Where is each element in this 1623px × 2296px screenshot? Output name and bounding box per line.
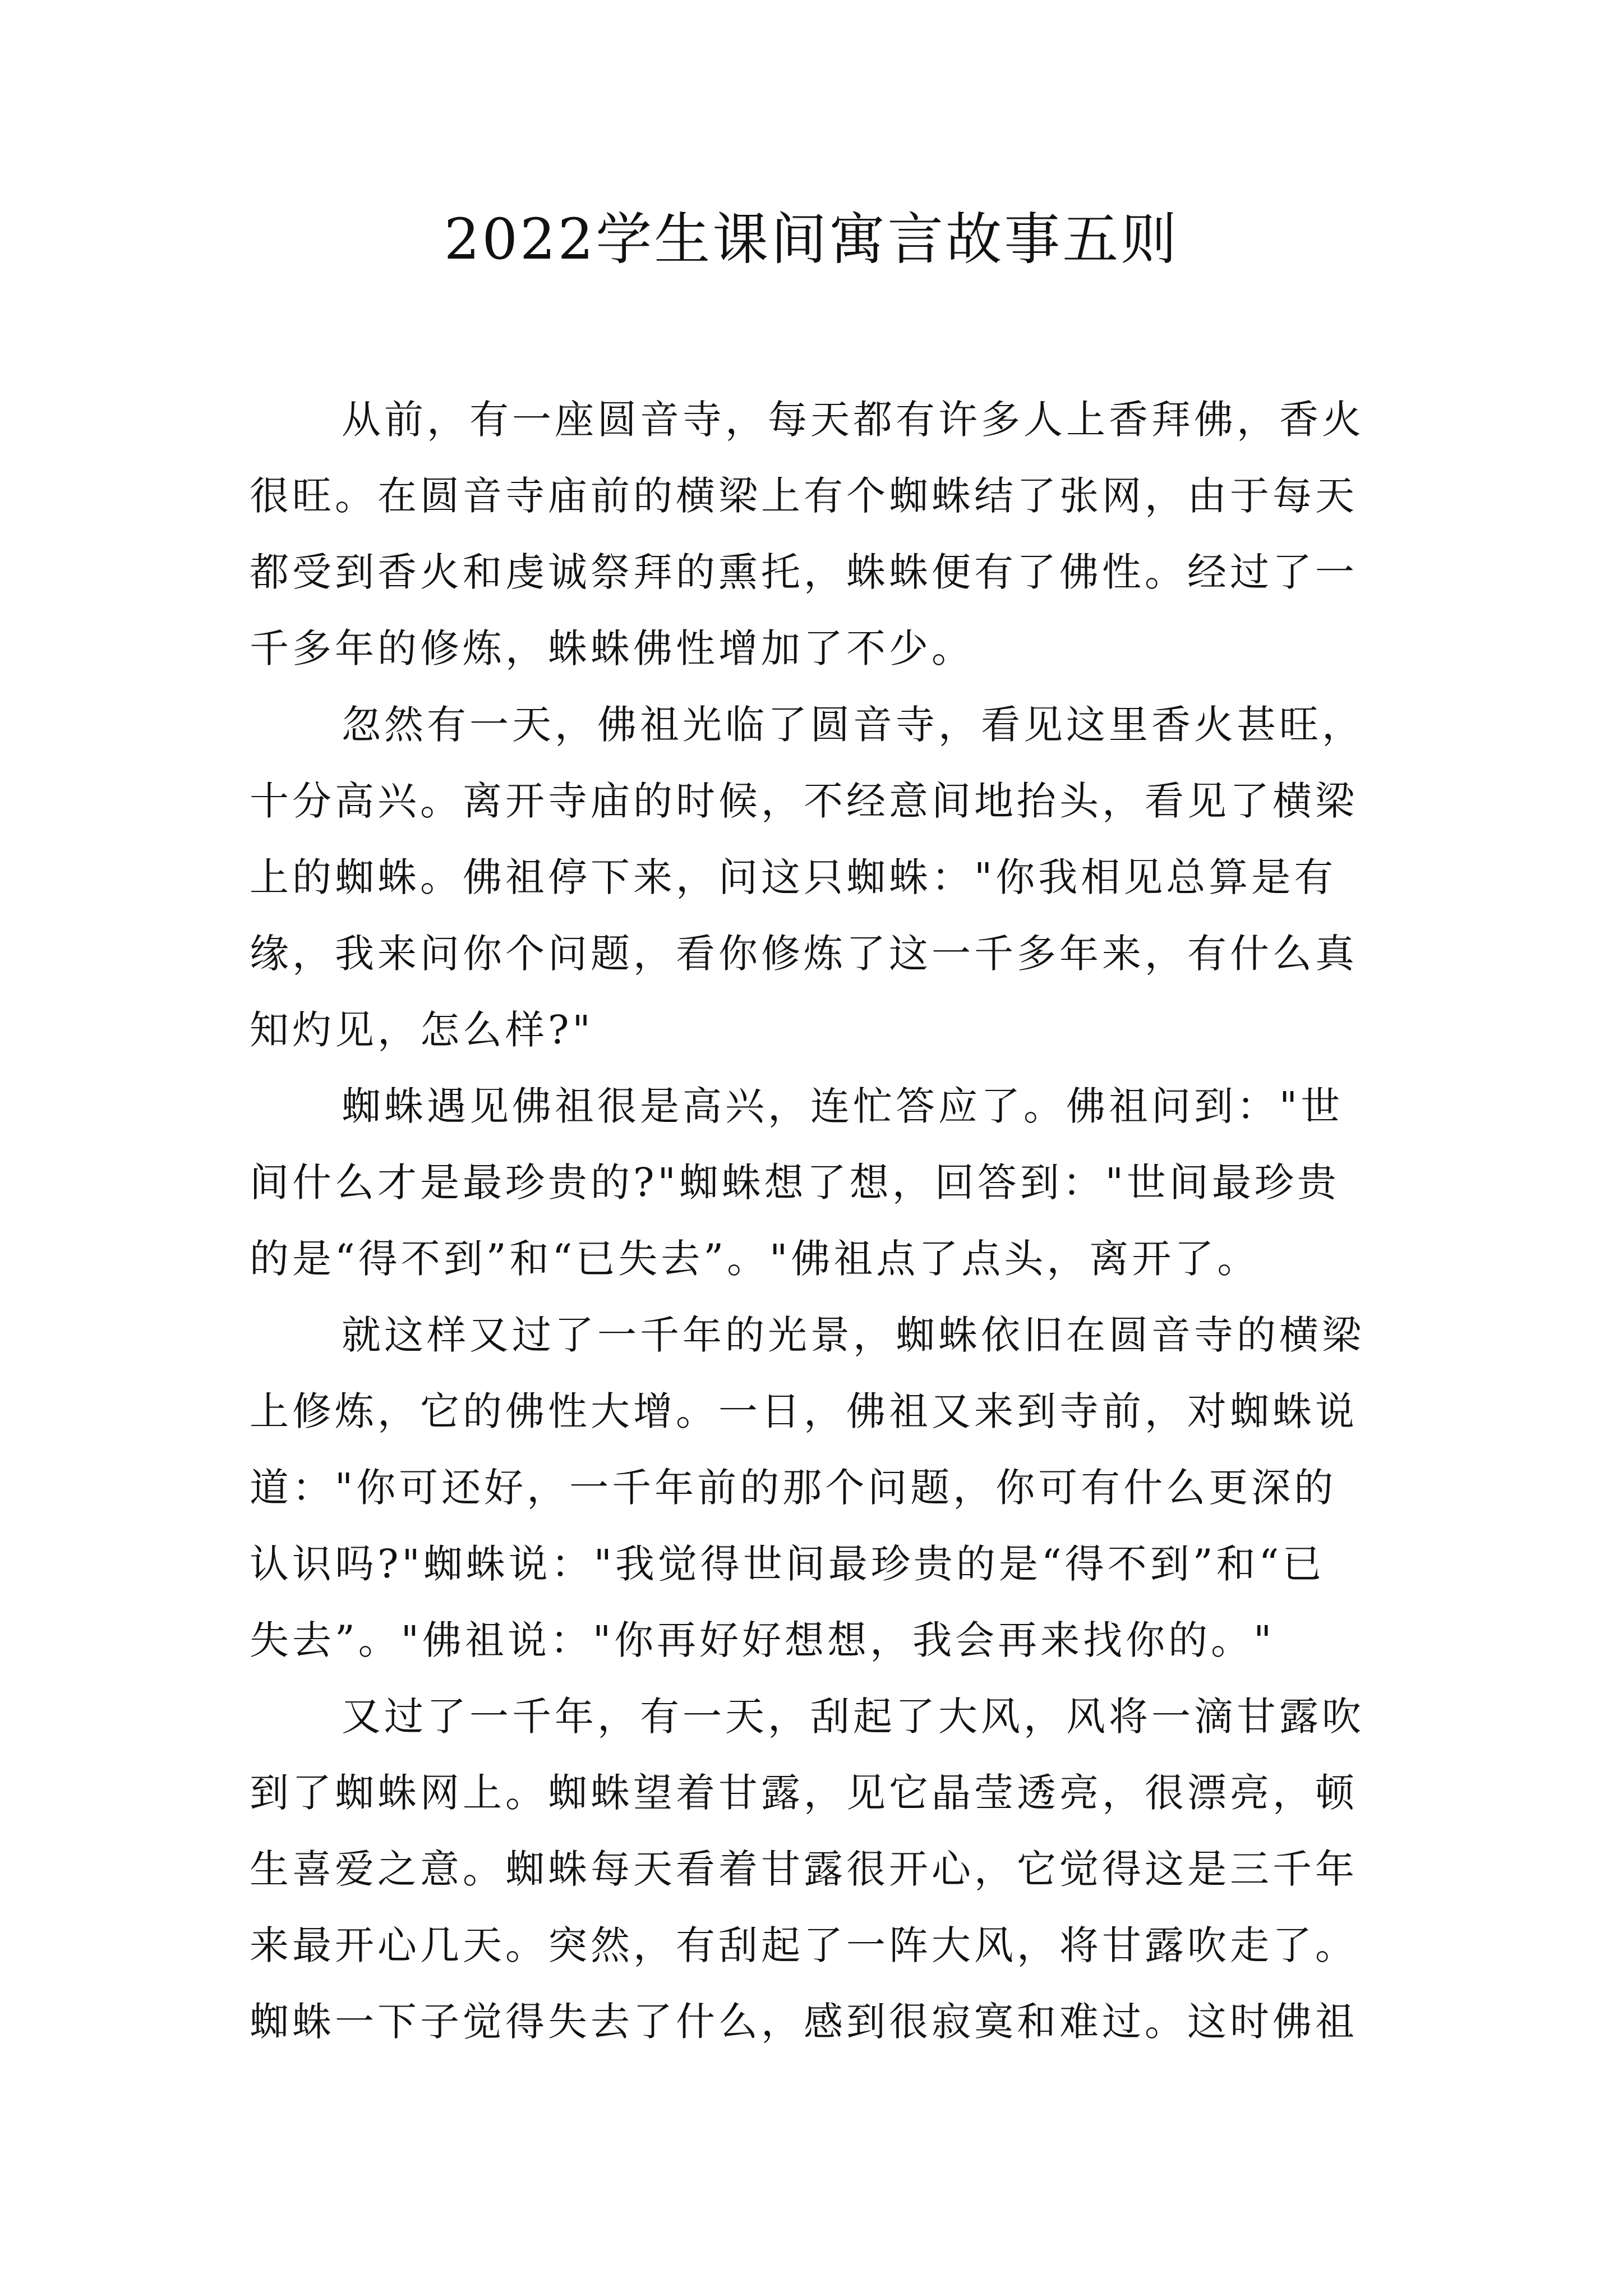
text-line-22: 蜘蛛一下子觉得失去了什么，感到很寂寞和难过。这时佛祖 <box>250 1999 1358 2045</box>
text-line-17: 失去”。"佛祖说："你再好好想想，我会再来找你的。" <box>250 1617 1275 1663</box>
text-line-20: 生喜爱之意。蜘蛛每天看着甘露很开心，它觉得这是三千年 <box>250 1846 1358 1892</box>
text-line-15: 道："你可还好，一千年前的那个问题，你可有什么更深的 <box>250 1465 1337 1511</box>
text-line-12: 的是“得不到”和“已失去”。"佛祖点了点头，离开了。 <box>250 1236 1260 1282</box>
text-line-5: 忽然有一天，佛祖光临了圆音寺，看见这里香火甚旺， <box>342 702 1364 748</box>
document-title: 2022学生课间寓言故事五则 <box>444 206 1179 272</box>
text-line-21: 来最开心几天。突然，有刮起了一阵大风，将甘露吹走了。 <box>250 1922 1358 1968</box>
text-line-10: 蜘蛛遇见佛祖很是高兴，连忙答应了。佛祖问到："世 <box>342 1083 1344 1129</box>
story-body <box>250 381 1394 2060</box>
text-line-3: 都受到香火和虔诚祭拜的熏托，蛛蛛便有了佛性。经过了一 <box>250 549 1358 595</box>
text-line-11: 间什么才是最珍贵的?"蜘蛛想了想，回答到："世间最珍贵 <box>250 1159 1340 1205</box>
text-line-13: 就这样又过了一千年的光景，蜘蛛依旧在圆音寺的横梁 <box>342 1312 1364 1358</box>
text-line-18: 又过了一千年，有一天，刮起了大风，风将一滴甘露吹 <box>342 1694 1364 1740</box>
text-line-19: 到了蜘蛛网上。蜘蛛望着甘露，见它晶莹透亮，很漂亮，顿 <box>250 1770 1358 1816</box>
text-line-8: 缘，我来问你个问题，看你修炼了这一千多年来，有什么真 <box>250 931 1358 977</box>
text-line-9: 知灼见，怎么样?" <box>250 1007 594 1053</box>
text-line-16: 认识吗?"蜘蛛说："我觉得世间最珍贵的是“得不到”和“已 <box>250 1541 1325 1587</box>
text-line-6: 十分高兴。离开寺庙的时候，不经意间地抬头，看见了横梁 <box>250 778 1358 824</box>
text-line-2: 很旺。在圆音寺庙前的横梁上有个蜘蛛结了张网，由于每天 <box>250 473 1358 519</box>
text-line-14: 上修炼，它的佛性大增。一日，佛祖又来到寺前，对蜘蛛说 <box>250 1388 1358 1434</box>
text-line-4: 千多年的修炼，蛛蛛佛性增加了不少。 <box>250 625 974 671</box>
text-line-7: 上的蜘蛛。佛祖停下来，问这只蜘蛛："你我相见总算是有 <box>250 854 1337 900</box>
text-line-1: 从前，有一座圆音寺，每天都有许多人上香拜佛，香火 <box>342 397 1364 443</box>
